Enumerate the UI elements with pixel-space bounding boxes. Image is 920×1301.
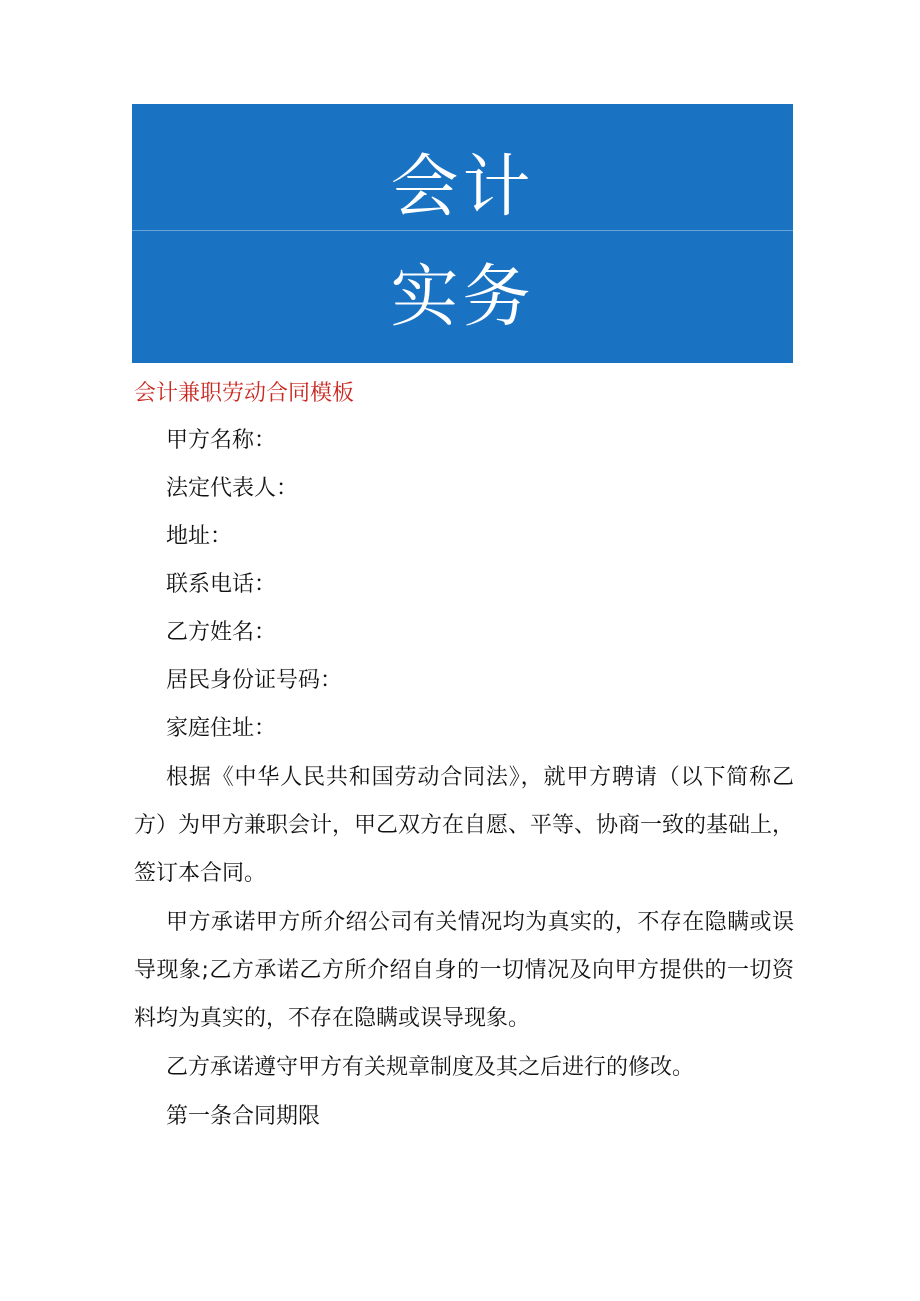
header-banner xyxy=(132,104,793,363)
field-id-number: 居民身份证号码： xyxy=(166,668,343,693)
document-title: 会计兼职劳动合同模板 xyxy=(134,381,355,406)
field-party-b-name: 乙方姓名： xyxy=(166,620,277,645)
banner-line-2: 实务 xyxy=(390,258,535,337)
field-phone: 联系电话： xyxy=(166,572,277,597)
paragraph-basis: 根据《中华人民共和国劳动合同法》，就甲方聘请（以下简称乙方）为甲方兼职会计，甲乙双方在自愿、平等、协商一致的基础上，签订本合同。 xyxy=(134,765,795,886)
banner-line-1: 会计 xyxy=(390,148,535,227)
field-home-address: 家庭住址： xyxy=(166,716,277,741)
paragraph-commitments: 甲方承诺甲方所介绍公司有关情况均为真实的，不存在隐瞒或误导现象;乙方承诺乙方所介绍自身的一切情况及向甲方提供的一切资料均为真实的，不存在隐瞒或误导现象。 xyxy=(134,910,794,1031)
section-heading: 第一条合同期限 xyxy=(166,1104,321,1129)
field-legal-representative: 法定代表人： xyxy=(166,476,299,501)
field-party-a-name: 甲方名称： xyxy=(166,428,277,453)
field-address: 地址： xyxy=(166,524,233,549)
paragraph-rules: 乙方承诺遵守甲方有关规章制度及其之后进行的修改。 xyxy=(166,1055,695,1080)
banner-divider xyxy=(132,230,793,231)
